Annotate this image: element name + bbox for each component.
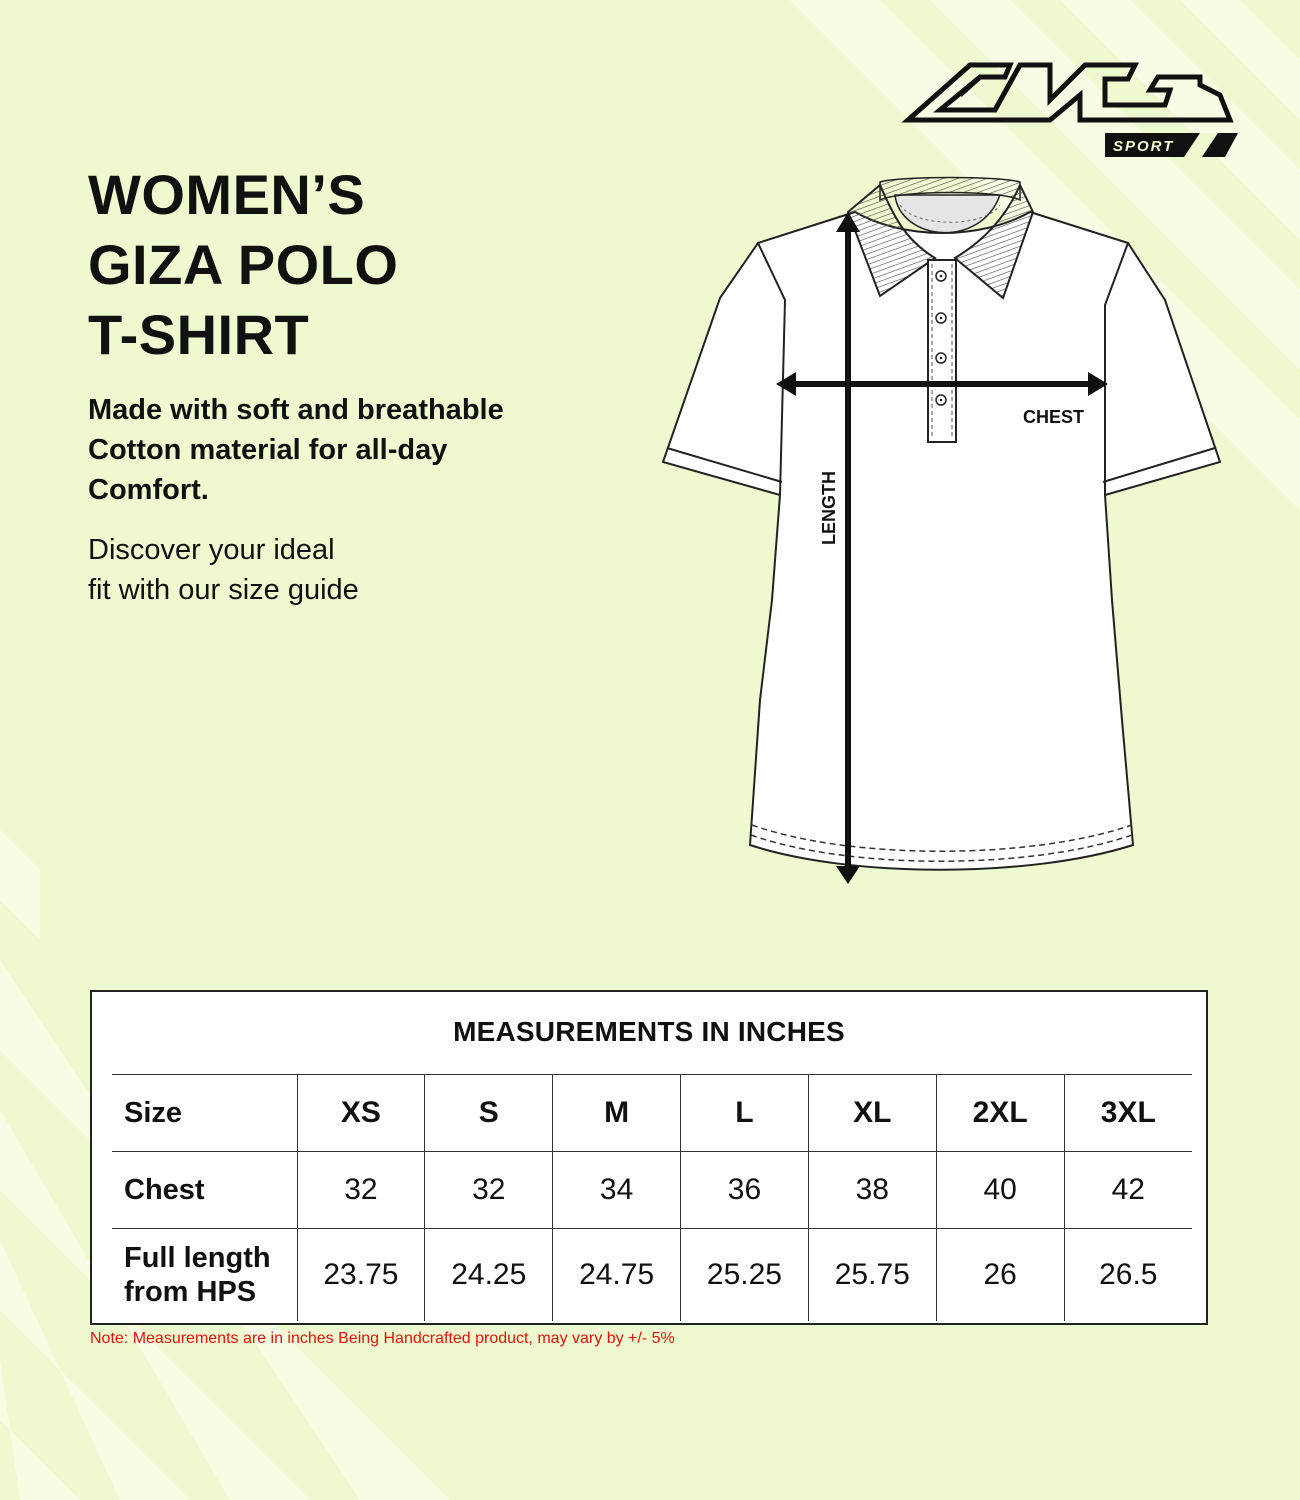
table-row	[112, 1229, 1192, 1322]
header-cell: XL	[808, 1075, 936, 1152]
table-row	[112, 1152, 1192, 1229]
table-cell: 36	[681, 1152, 809, 1229]
row-label	[112, 1229, 297, 1322]
table-cell: 32	[425, 1152, 553, 1229]
subtext-line: Discover your ideal	[88, 534, 335, 566]
table-cell: 26.5	[1064, 1229, 1192, 1322]
table-cell: 23.75	[297, 1229, 425, 1322]
title-line: WOMEN’S	[88, 163, 366, 226]
subtext-line: fit with our size guide	[88, 574, 359, 606]
size-guide-intro	[88, 530, 488, 610]
table-cell: 40	[936, 1152, 1064, 1229]
header-cell: 3XL	[1064, 1075, 1192, 1152]
table-cell: 25.25	[681, 1229, 809, 1322]
description-line: Made with soft and breathable	[88, 394, 504, 426]
description-line: Cotton material for all-day	[88, 434, 448, 466]
header-cell: L	[681, 1075, 809, 1152]
row-label: Chest	[112, 1152, 297, 1229]
description-line: Comfort.	[88, 474, 209, 506]
header-cell: XS	[297, 1075, 425, 1152]
product-description	[88, 390, 568, 510]
row-label-line: from HPS	[124, 1276, 257, 1308]
title-line: GIZA POLO	[88, 233, 399, 296]
table-title: MEASUREMENTS IN INCHES	[453, 1016, 845, 1047]
table-cell: 34	[553, 1152, 681, 1229]
table-cell: 42	[1064, 1152, 1192, 1229]
polo-shirt-diagram	[650, 170, 1240, 900]
table-cell: 26	[936, 1229, 1064, 1322]
chest-label: CHEST	[1023, 407, 1085, 427]
table-cell: 38	[808, 1152, 936, 1229]
header-cell: M	[553, 1075, 681, 1152]
length-label: LENGTH	[819, 471, 839, 545]
header-cell: Size	[112, 1075, 297, 1152]
logo-subtext: SPORT	[1113, 138, 1175, 155]
table-cell: 24.75	[553, 1229, 681, 1322]
product-title	[88, 160, 398, 370]
header-cell: S	[425, 1075, 553, 1152]
brand-logo	[900, 55, 1245, 165]
title-line: T-SHIRT	[88, 303, 310, 366]
table-cell: 24.25	[425, 1229, 553, 1322]
row-label-line: Full length	[124, 1242, 271, 1274]
table-cell: 32	[297, 1152, 425, 1229]
size-chart	[90, 990, 1208, 1325]
size-table	[112, 1074, 1192, 1321]
measurement-note: Note: Measurements are in inches Being Handcrafted product, may vary by +/- 5%	[90, 1330, 675, 1347]
header-cell: 2XL	[936, 1075, 1064, 1152]
table-cell: 25.75	[808, 1229, 936, 1322]
table-header-row	[112, 1075, 1192, 1152]
